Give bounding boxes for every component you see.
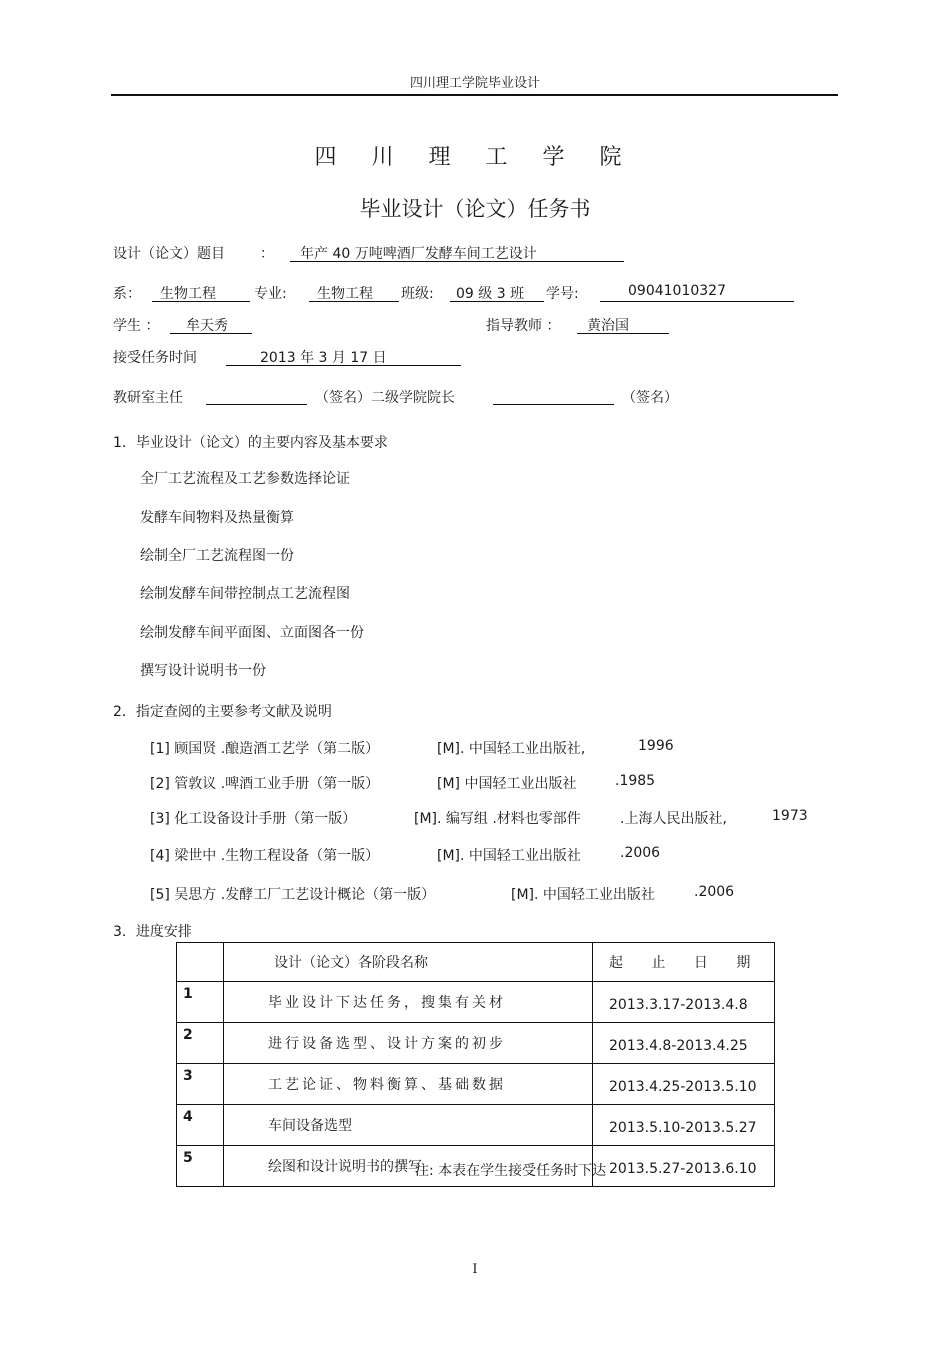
- section2-title: 2．指定查阅的主要参考文献及说明: [113, 704, 332, 720]
- row-date: 2013.5.27-2013.6.10: [593, 1146, 775, 1187]
- reference-publisher: [M]. 中国轻工业出版社,: [437, 741, 586, 757]
- row-stage: 车间设备选型: [224, 1105, 593, 1146]
- reference-main: [4] 梁世中 .生物工程设备（第一版）: [150, 848, 380, 864]
- reference-publisher: [M] 中国轻工业出版社: [437, 776, 577, 792]
- director-label: 教研室主任: [113, 390, 183, 406]
- date-label: 接受任务时间: [113, 350, 197, 366]
- row-stage: 工艺论证、物料衡算、基础数据: [224, 1064, 593, 1105]
- school-name: 四 川 理 工 学 院: [314, 145, 636, 170]
- reference-year: .1985: [615, 773, 656, 789]
- date-value: 2013 年 3 月 17 日: [226, 347, 461, 366]
- content-item: 撰写设计说明书一份: [140, 663, 266, 679]
- reference-year: .2006: [694, 884, 735, 900]
- reference-main: [2] 管敦议 .啤酒工业手册（第一版）: [150, 776, 380, 792]
- table-note: 注: 本表在学生接受任务时下达: [415, 1163, 607, 1179]
- student-value: 牟天秀: [170, 315, 252, 334]
- header-rule: [111, 94, 838, 96]
- dean-signature-blank: [493, 404, 614, 405]
- director-signature-blank: [206, 404, 307, 405]
- table-row: [177, 1105, 775, 1146]
- row-date: 2013.3.17-2013.4.8: [593, 982, 775, 1023]
- class-label: 班级:: [401, 286, 434, 302]
- row-stage: 绘图和设计说明书的撰写: [224, 1146, 593, 1187]
- reference-year: 1973: [772, 808, 808, 824]
- row-date: 2013.4.8-2013.4.25: [593, 1023, 775, 1064]
- content-item: 绘制发酵车间平面图、立面图各一份: [140, 625, 364, 641]
- class-value: 09 级 3 班: [450, 283, 544, 302]
- row-date: 2013.5.10-2013.5.27: [593, 1105, 775, 1146]
- reference-publisher: [M]. 中国轻工业出版社: [511, 887, 655, 903]
- row-number: 5: [177, 1146, 224, 1187]
- document-title: 毕业设计（论文）任务书: [359, 197, 591, 221]
- content-item: 绘制全厂工艺流程图一份: [140, 548, 294, 564]
- id-value: 09041010327: [600, 283, 794, 302]
- reference-main: [1] 顾国贤 .酿造酒工艺学（第二版）: [150, 741, 380, 757]
- topic-label: 设计（论文）题目: [113, 246, 225, 262]
- running-header: 四川理工学院毕业设计: [409, 76, 540, 91]
- page-number: I: [472, 1262, 478, 1277]
- reference-year: .2006: [620, 845, 661, 861]
- advisor-label: 指导教师 ：: [486, 318, 561, 334]
- section1-title: 1．毕业设计（论文）的主要内容及基本要求: [113, 435, 388, 451]
- table-row: [177, 1064, 775, 1105]
- major-label: 专业:: [254, 286, 287, 302]
- content-item: 全厂工艺流程及工艺参数选择论证: [140, 471, 350, 487]
- table-row: [177, 1023, 775, 1064]
- reference-publisher-2: .上海人民出版社,: [620, 811, 727, 827]
- schedule-table: [176, 942, 775, 1187]
- row-number: 3: [177, 1064, 224, 1105]
- content-item: 绘制发酵车间带控制点工艺流程图: [140, 586, 350, 602]
- dept-value: 生物工程: [152, 283, 250, 302]
- row-stage: 进行设备选型、设计方案的初步: [224, 1023, 593, 1064]
- header-stage-cell: 设计（论文）各阶段名称: [224, 943, 593, 982]
- header-no-cell: [177, 943, 224, 982]
- section3-title: 3．进度安排: [113, 924, 192, 940]
- sign1-text: （签名）二级学院院长: [315, 390, 455, 406]
- reference-year: 1996: [638, 738, 674, 754]
- header-date-cell: 起 止 日 期: [593, 943, 775, 982]
- student-label: 学生 ：: [113, 318, 160, 334]
- reference-main: [5] 吴思方 .发酵工厂工艺设计概论（第一版）: [150, 887, 436, 903]
- content-item: 发酵车间物料及热量衡算: [140, 510, 294, 526]
- id-label: 学号:: [546, 286, 579, 302]
- major-value: 生物工程: [309, 283, 399, 302]
- advisor-value: 黄治国: [577, 315, 669, 334]
- topic-value: 年产 40 万吨啤酒厂发酵车间工艺设计: [290, 243, 624, 262]
- row-date: 2013.4.25-2013.5.10: [593, 1064, 775, 1105]
- dept-label: 系：: [113, 286, 141, 302]
- reference-publisher: [M]. 中国轻工业出版社: [437, 848, 581, 864]
- sign2-text: （签名）: [622, 390, 678, 406]
- table-header-row: [177, 943, 775, 982]
- row-number: 1: [177, 982, 224, 1023]
- reference-publisher: [M]. 编写组 .材料也零部件: [414, 811, 581, 827]
- row-number: 4: [177, 1105, 224, 1146]
- reference-main: [3] 化工设备设计手册（第一版）: [150, 811, 357, 827]
- topic-colon: ：: [260, 246, 274, 262]
- row-stage: 毕业设计下达任务，搜集有关材: [224, 982, 593, 1023]
- table-row: [177, 982, 775, 1023]
- row-number: 2: [177, 1023, 224, 1064]
